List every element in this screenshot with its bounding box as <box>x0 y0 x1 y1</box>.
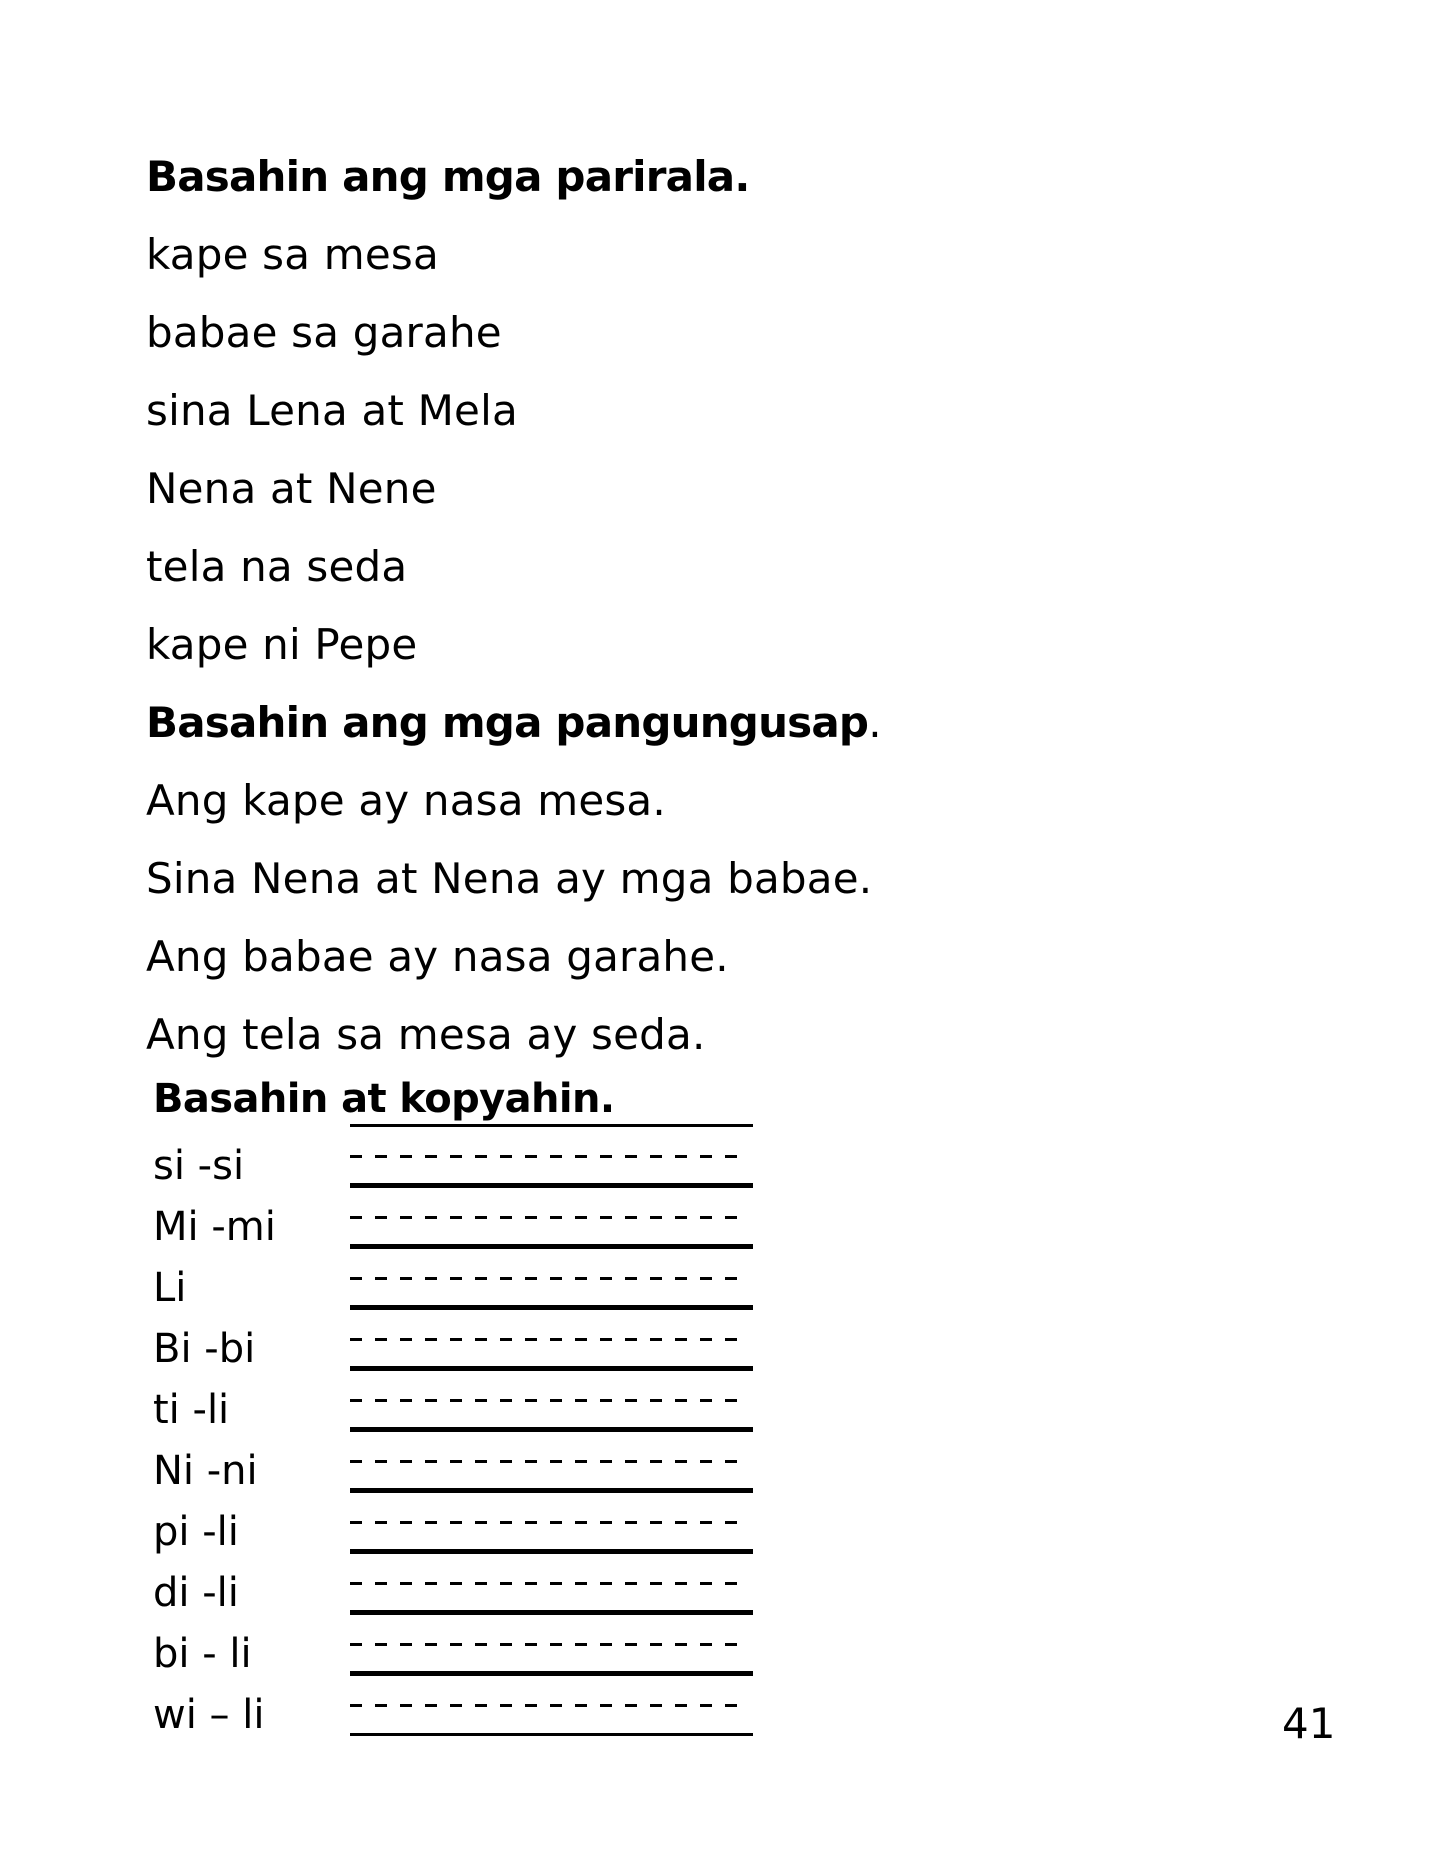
writing-line[interactable] <box>350 1549 753 1554</box>
writing-line[interactable] <box>350 1183 753 1188</box>
dashed-guide-line <box>350 1582 748 1585</box>
sentence-item: Sina Nena at Nena ay mga babae. <box>146 854 873 903</box>
dashed-guide-line <box>350 1155 748 1158</box>
sentences-heading <box>146 698 882 747</box>
copy-row <box>0 1143 800 1207</box>
sentences-heading-period: . <box>868 698 882 747</box>
sentences-heading-text: Basahin ang mga pangungusap <box>146 698 869 747</box>
phrase-item: babae sa garahe <box>146 308 502 357</box>
phrase-item: kape sa mesa <box>146 230 439 279</box>
syllable-label: Bi -bi <box>153 1326 256 1372</box>
page-number: 41 <box>1282 1699 1336 1748</box>
writing-line[interactable] <box>350 1427 753 1432</box>
syllable-label: Li <box>153 1265 187 1311</box>
writing-line[interactable] <box>350 1366 753 1371</box>
syllable-label: ti -li <box>153 1387 230 1433</box>
phrase-item: tela na seda <box>146 542 408 591</box>
copy-row <box>0 1265 800 1329</box>
copy-row <box>0 1387 800 1451</box>
syllable-label: bi - li <box>153 1631 252 1677</box>
writing-line[interactable] <box>350 1733 753 1736</box>
dashed-guide-line <box>350 1643 748 1646</box>
sentence-item: Ang tela sa mesa ay seda. <box>146 1010 706 1059</box>
sentence-item: Ang babae ay nasa garahe. <box>146 932 729 981</box>
copy-row <box>0 1509 800 1573</box>
dashed-guide-line <box>350 1338 748 1341</box>
phrases-heading: Basahin ang mga parirala. <box>146 152 750 201</box>
copy-row <box>0 1692 800 1756</box>
dashed-guide-line <box>350 1399 748 1402</box>
dashed-guide-line <box>350 1277 748 1280</box>
phrase-item: kape ni Pepe <box>146 620 418 669</box>
copy-row <box>0 1448 800 1512</box>
heading-underline <box>350 1124 753 1127</box>
writing-line[interactable] <box>350 1244 753 1249</box>
syllable-label: Ni -ni <box>153 1448 258 1494</box>
writing-line[interactable] <box>350 1671 753 1676</box>
syllable-label: di -li <box>153 1570 239 1616</box>
writing-line[interactable] <box>350 1305 753 1310</box>
sentence-item: Ang kape ay nasa mesa. <box>146 776 666 825</box>
copy-row <box>0 1326 800 1390</box>
writing-line[interactable] <box>350 1488 753 1493</box>
dashed-guide-line <box>350 1216 748 1219</box>
syllable-label: Mi -mi <box>153 1204 276 1250</box>
copy-row <box>0 1204 800 1268</box>
writing-line[interactable] <box>350 1610 753 1615</box>
dashed-guide-line <box>350 1521 748 1524</box>
copy-heading: Basahin at kopyahin. <box>153 1076 615 1122</box>
dashed-guide-line <box>350 1704 748 1707</box>
syllable-label: si -si <box>153 1143 245 1189</box>
copy-row <box>0 1631 800 1695</box>
dashed-guide-line <box>350 1460 748 1463</box>
copy-row <box>0 1570 800 1634</box>
phrase-item: Nena at Nene <box>146 464 437 513</box>
phrase-item: sina Lena at Mela <box>146 386 518 435</box>
syllable-label: wi – li <box>153 1692 265 1738</box>
syllable-label: pi -li <box>153 1509 239 1555</box>
